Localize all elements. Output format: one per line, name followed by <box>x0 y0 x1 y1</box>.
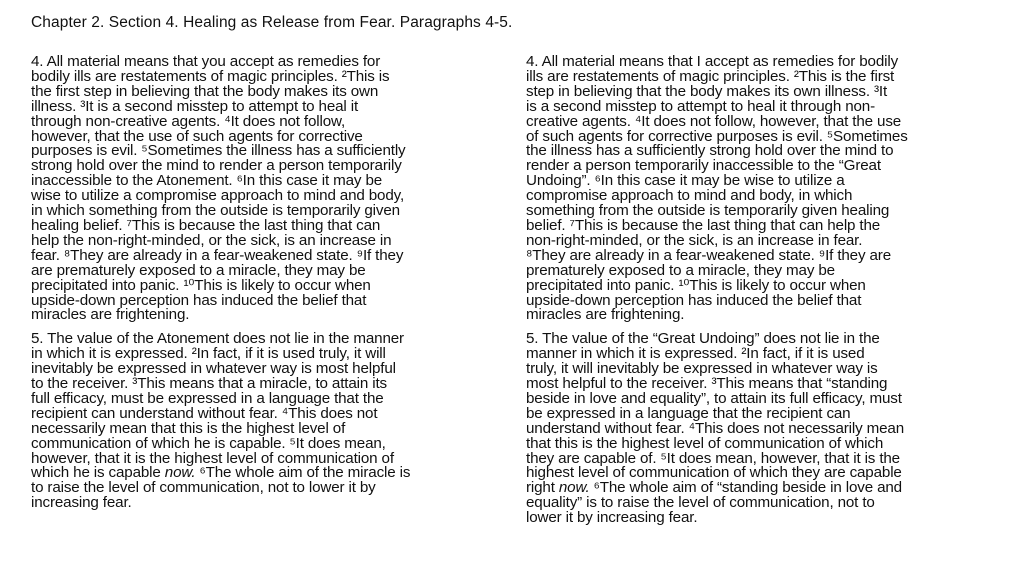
right-paragraph-5 <box>526 332 996 526</box>
text-line: upside-down perception has induced the belief that <box>31 291 367 309</box>
emphasis-text: now. <box>164 464 196 482</box>
text-line: in which it is expressed. ²In fact, if it is used truly, it will <box>31 345 386 363</box>
text-line: recipient can understand without fear. ⁴This does not <box>31 404 378 422</box>
text-line: Undoing”. ⁶In this case it may be wise to utilize a <box>526 172 845 190</box>
text-line: healing belief. ⁷This is because the last thing that can <box>31 216 381 234</box>
text-line: the illness has a sufficiently strong hold over the mind to <box>526 142 894 160</box>
text-line: truly, it will inevitably be expressed in whatever way is <box>526 360 878 378</box>
text-line: wise to utilize a compromise approach to mind and body, <box>31 187 405 205</box>
text-line: they are capable of. ⁵It does mean, however, that it is the <box>526 449 900 467</box>
text-line: highest level of communication of which they are capable <box>526 464 902 482</box>
text-line: ills are restatements of magic principles. ²This is the first <box>526 67 895 85</box>
left-paragraph-4 <box>31 55 501 323</box>
text-line: manner in which it is expressed. ²In fact, if it is used <box>526 345 865 363</box>
text-line: non-right-minded, or the sick, is an increase in fear. <box>526 231 863 249</box>
slide-title: Chapter 2. Section 4. Healing as Release from Fear. Paragraphs 4-5. <box>31 14 513 31</box>
emphasis-text: now. <box>558 479 590 497</box>
text-line: the first step in believing that the body makes its own <box>31 82 379 100</box>
text-line: illness. ³It is a second misstep to attempt to heal it <box>31 97 359 115</box>
text-line: precipitated into panic. ¹⁰This is likely to occur when <box>31 276 371 294</box>
text-line: equality” is to raise the level of communication, not to <box>526 494 875 512</box>
text-line: help the non-right-minded, or the sick, is an increase in <box>31 231 392 249</box>
text-line: lower it by increasing fear. <box>526 509 698 527</box>
text-line: render a person temporarily inaccessible to the “Great <box>526 157 881 175</box>
text-line: in which something from the outside is temporarily given <box>31 202 400 220</box>
text-line: inaccessible to the Atonement. ⁶In this case it may be <box>31 172 383 190</box>
text-line: that this is the highest level of communication of which <box>526 434 884 452</box>
text-line: understand without fear. ⁴This does not necessarily mean <box>526 419 905 437</box>
text-segment: ⁶The whole aim of the miracle is <box>195 464 411 482</box>
text-line: most helpful to the receiver. ³This means that “standing <box>526 375 888 393</box>
text-line: 5. The value of the “Great Undoing” does not lie in the <box>526 330 880 348</box>
text-line: beside in love and equality”, to attain its full efficacy, must <box>526 389 902 407</box>
text-line: 5. The value of the Atonement does not lie in the manner <box>31 330 404 348</box>
text-segment: which he is capable <box>31 464 165 482</box>
text-segment: right <box>526 479 559 497</box>
text-line: communication of which he is capable. ⁵It does mean, <box>31 434 386 452</box>
text-line: miracles are frightening. <box>526 306 685 324</box>
right-column <box>526 55 996 535</box>
text-segment: ⁶The whole aim of “standing beside in love and <box>589 479 902 497</box>
left-paragraph-5 <box>31 332 501 511</box>
text-line: precipitated into panic. ¹⁰This is likely to occur when <box>526 276 866 294</box>
text-line: strong hold over the mind to render a person temporarily <box>31 157 402 175</box>
text-line: full efficacy, must be expressed in a language that the <box>31 389 384 407</box>
text-line: something from the outside is temporarily given healing <box>526 202 890 220</box>
text-line: compromise approach to mind and body, in which <box>526 187 853 205</box>
text-line: however, that it is the highest level of communication of <box>31 449 394 467</box>
text-line: inevitably be expressed in whatever way is most helpful <box>31 360 396 378</box>
text-line: be expressed in a language that the recipient can <box>526 404 851 422</box>
text-line: prematurely exposed to a miracle, they may be <box>526 261 835 279</box>
text-line: 4. All material means that you accept as remedies for <box>31 53 381 70</box>
text-line: ⁸They are already in a fear-weakened state. ⁹If they are <box>526 246 891 264</box>
text-line: increasing fear. <box>31 494 132 512</box>
text-line: however, that the use of such agents for corrective <box>31 127 363 145</box>
text-line: upside-down perception has induced the belief that <box>526 291 862 309</box>
text-line: through non-creative agents. ⁴It does not follow, <box>31 112 346 130</box>
text-line: to the receiver. ³This means that a miracle, to attain its <box>31 375 387 393</box>
text-line: fear. ⁸They are already in a fear-weakened state. ⁹If they <box>31 246 404 264</box>
text-line: are prematurely exposed to a miracle, they may be <box>31 261 366 279</box>
text-line: 4. All material means that I accept as remedies for bodily <box>526 53 899 70</box>
right-paragraph-4 <box>526 55 996 323</box>
text-line: belief. ⁷This is because the last thing that can help the <box>526 216 881 234</box>
text-line: is a second misstep to attempt to heal it through non- <box>526 97 876 115</box>
text-line: necessarily mean that this is the highest level of <box>31 419 346 437</box>
left-column <box>31 55 501 520</box>
text-line: miracles are frightening. <box>31 306 190 324</box>
text-line: creative agents. ⁴It does not follow, however, that the use <box>526 112 902 130</box>
text-line: of such agents for corrective purposes is evil. ⁵Sometimes <box>526 127 908 145</box>
text-line: bodily ills are restatements of magic principles. ²This is <box>31 67 390 85</box>
text-line: to raise the level of communication, not to lower it by <box>31 479 376 497</box>
text-line: step in believing that the body makes its own illness. ³It <box>526 82 888 100</box>
text-line: purposes is evil. ⁵Sometimes the illness has a sufficiently <box>31 142 406 160</box>
